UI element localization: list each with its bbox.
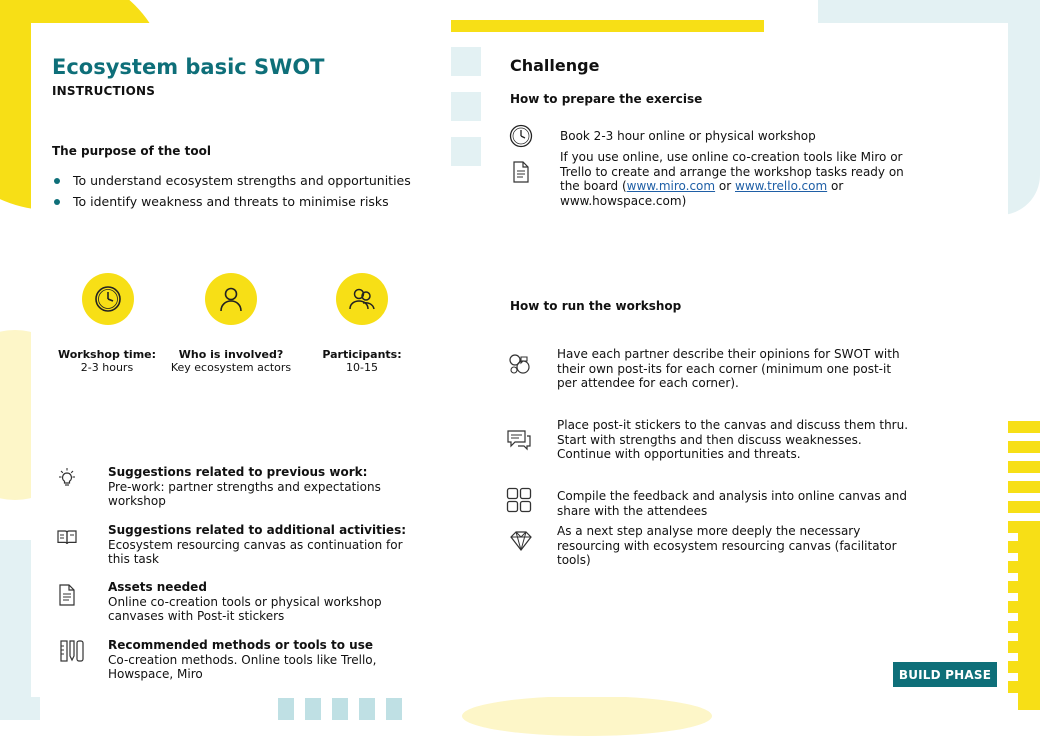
stat-participants xyxy=(315,348,409,374)
stat-label: Workshop time: xyxy=(57,348,157,361)
suggestion-title: Suggestions related to previous work: xyxy=(108,465,368,479)
person-icon xyxy=(205,273,257,325)
decor-teal-squares xyxy=(451,47,481,167)
run-step-3: Compile the feedback and analysis into online canvas and share with the attendees xyxy=(557,489,908,518)
page-subtitle: INSTRUCTIONS xyxy=(52,84,156,98)
prepare-heading: How to prepare the exercise xyxy=(510,92,703,106)
phase-badge: BUILD PHASE xyxy=(893,662,997,687)
stat-value: 2-3 hours xyxy=(80,361,134,374)
page-title: Ecosystem basic SWOT xyxy=(52,55,325,79)
suggestion-title: Recommended methods or tools to use xyxy=(108,638,373,652)
suggestion-title: Assets needed xyxy=(108,580,207,594)
purpose-item: To identify weakness and threats to minimise risks xyxy=(73,191,411,212)
prepare-step-2 xyxy=(560,150,910,208)
run-step-2: Place post-it stickers to the canvas and discuss them thru. Start with strengths and then discuss weaknesses. Continue with opportunities and threats. xyxy=(557,418,909,461)
stat-label: Who is involved? xyxy=(178,348,284,361)
purpose-heading: The purpose of the tool xyxy=(52,144,211,158)
stat-who-involved xyxy=(166,348,296,374)
trello-link[interactable]: www.trello.com xyxy=(735,179,828,193)
suggestion-text: Pre-work: partner strengths and expectations workshop xyxy=(108,479,381,508)
run-heading: How to run the workshop xyxy=(510,299,682,313)
purpose-item: To understand ecosystem strengths and opportunities xyxy=(73,170,411,191)
chat-icon xyxy=(506,427,532,453)
decor-yellow-vertical-right xyxy=(1018,530,1040,710)
stat-workshop-time xyxy=(56,348,158,374)
clock-icon xyxy=(508,123,534,149)
diamond-icon xyxy=(508,528,534,554)
link-separator: or xyxy=(715,179,735,193)
stat-label: Participants: xyxy=(322,348,402,361)
document-icon xyxy=(54,582,80,608)
suggestion-text: Online co-creation tools or physical workshop canvases with Post-it stickers xyxy=(108,594,382,623)
decor-yellow-top-bar xyxy=(451,20,764,32)
suggestion-previous-work xyxy=(108,465,398,509)
prepare-step-2-tail: or www.howspace.com) xyxy=(560,179,844,208)
group-icon xyxy=(336,273,388,325)
suggestion-methods-tools xyxy=(108,638,398,682)
stat-value: Key ecosystem actors xyxy=(170,361,292,374)
suggestion-text: Ecosystem resourcing canvas as continuation for this task xyxy=(108,537,403,566)
miro-link[interactable]: www.miro.com xyxy=(626,179,716,193)
run-step-1: Have each partner describe their opinions for SWOT with their own post-its for each corner (minimum one post-it per attendee for each corner). xyxy=(557,347,900,390)
suggestion-text: Co-creation methods. Online tools like Trello, Howspace, Miro xyxy=(108,652,377,681)
challenge-heading: Challenge xyxy=(510,56,600,75)
document-icon xyxy=(508,159,534,185)
lightbulb-icon xyxy=(54,465,80,491)
decor-teal-bars-bottom xyxy=(278,698,408,720)
grid-icon xyxy=(506,487,532,513)
decor-pale-yellow-bottom xyxy=(462,696,712,736)
run-step-4: As a next step analyse more deeply the necessary resourcing with ecosystem resourcing canvas (facilitator tools) xyxy=(557,524,897,567)
stat-value: 10-15 xyxy=(346,361,378,374)
suggestion-title: Suggestions related to additional activities: xyxy=(108,523,407,537)
suggestion-assets-needed xyxy=(108,580,398,624)
tools-icon xyxy=(59,638,85,664)
book-icon xyxy=(54,524,80,550)
collaboration-icon xyxy=(506,351,532,377)
purpose-list xyxy=(53,170,411,212)
prepare-step-1: Book 2-3 hour online or physical workshop xyxy=(560,129,816,143)
clock-icon xyxy=(82,273,134,325)
prepare-step-2-text: If you use online, use online co-creation tools like Miro or Trello to create and arrange the workshop tasks ready on the board ( xyxy=(560,150,904,193)
suggestion-additional-activities xyxy=(108,523,408,567)
